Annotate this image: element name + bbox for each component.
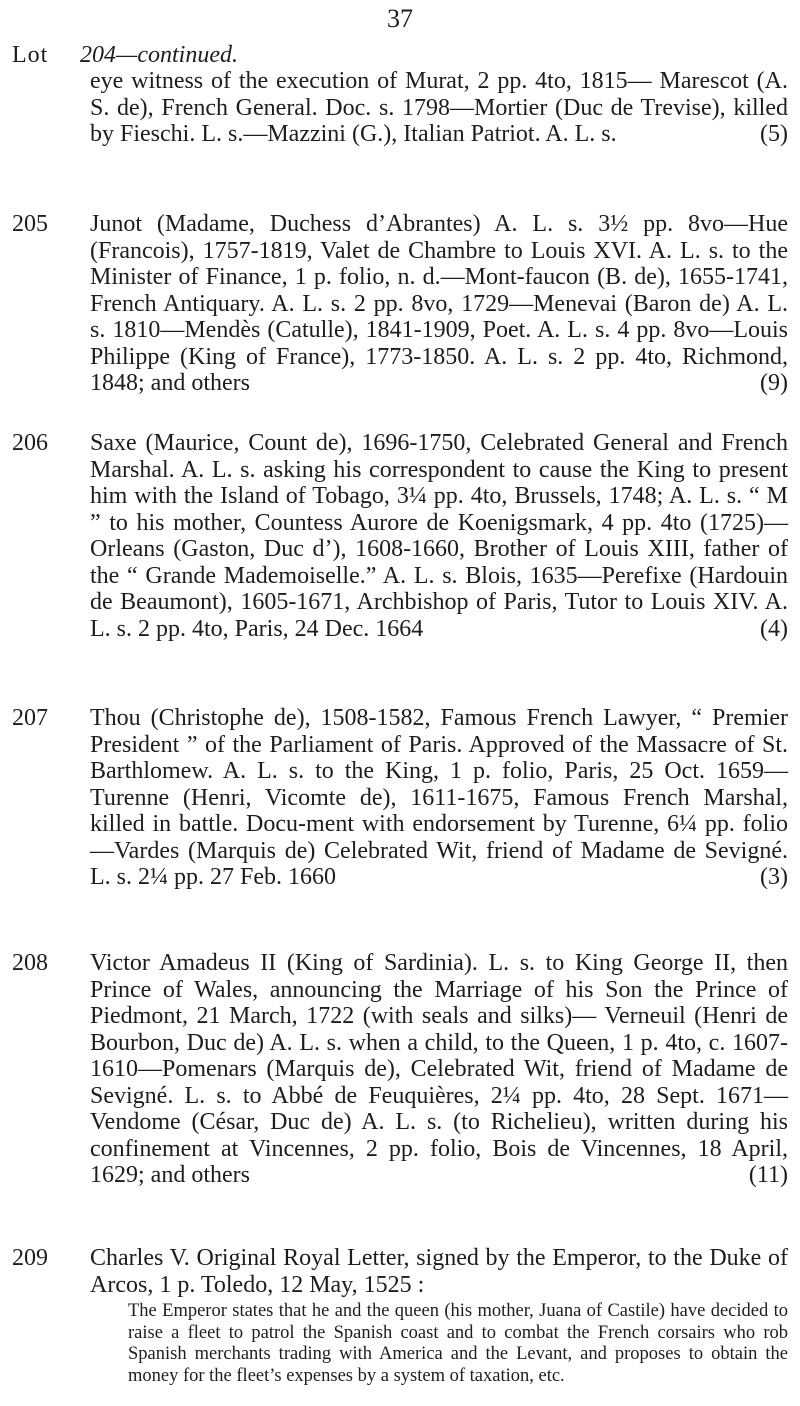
lot-label: Lot	[12, 42, 49, 68]
lot-count: (3)	[760, 864, 788, 890]
lot-text: Junot (Madame, Duchess d’Abrantes) A. L. s. 3½ pp. 8vo—Hue (Francois), 1757-1819, Valet de Chambre to Louis XVI. A. L. s. to the Minister of Finance, 1 p. folio, n. d.—Mont-faucon (B. de), 1655-1741, French Antiquary. A. L. s. 2 pp. 8vo, 1729—Menevai (Baron de) A. L. s. 1810—Mendès (Catulle), 1841-1909, Poet. A. L. s. 4 pp. 8vo—Louis Philippe (King of France), 1773-1850. A. L. s. 2 pp. 4to, Richmond, 1848; and others	[90, 211, 788, 396]
lot-text: eye witness of the execution of Murat, 2 pp. 4to, 1815— Marescot (A. S. de), French General. Doc. s. 1798—Mortier (Duc de Trevise), killed by Fieschi. L. s.—Mazzini (G.), Italian Patriot. A. L. s.	[90, 68, 788, 147]
lot-count: (4)	[760, 615, 788, 642]
continued-header: 204—continued.	[80, 42, 238, 68]
lot-number: 208	[12, 950, 48, 976]
lot-number: 209	[12, 1245, 48, 1271]
lot-description	[90, 68, 788, 148]
lot-note: The Emperor states that he and the queen (his mother, Juana of Castile) have decided to raise a fleet to patrol the Spanish coast and to combat the French corsairs who rob Spanish merchants trading with America and the Levant, and proposes to obtain the money for the fleet’s expenses by a system of taxation, etc.	[128, 1301, 788, 1386]
lot-description	[90, 705, 788, 891]
lot-number: 206	[12, 430, 48, 456]
lot-count: (9)	[760, 370, 788, 396]
lot-number: 207	[12, 705, 48, 731]
lot-count: (11)	[748, 1162, 788, 1188]
lot-description	[90, 430, 788, 642]
lot-text: Charles V. Original Royal Letter, signed by the Emperor, to the Duke of Arcos, 1 p. Toledo, 12 May, 1525 :	[90, 1245, 788, 1298]
lot-number: 205	[12, 211, 48, 237]
lot-description	[90, 1245, 788, 1298]
page-number: 37	[387, 4, 413, 33]
lot-description	[90, 211, 788, 397]
lot-count: (5)	[760, 121, 788, 147]
lot-text: Saxe (Maurice, Count de), 1696-1750, Celebrated General and French Marshal. A. L. s. asking his correspondent to cause the King to present him with the Island of Tobago, 3¼ pp. 4to, Brussels, 1748; A. L. s. “ M ” to his mother, Countess Aurore de Koenigsmark, 4 pp. 4to (1725)—Orleans (Gaston, Duc d’), 1608-1660, Brother of Louis XIII, father of the “ Grande Mademoiselle.” A. L. s. Blois, 1635—Perefixe (Hardouin de Beaumont), 1605-1671, Archbishop of Paris, Tutor to Louis XIV. A. L. s. 2 pp. 4to, Paris, 24 Dec. 1664	[90, 430, 788, 642]
lot-description	[90, 950, 788, 1189]
lot-text: Victor Amadeus II (King of Sardinia). L. s. to King George II, then Prince of Wales, announcing the Marriage of his Son the Prince of Piedmont, 21 March, 1722 (with seals and silks)— Verneuil (Henri de Bourbon, Duc de) A. L. s. when a child, to the Queen, 1 p. 4to, c. 1607-1610—Pomenars (Marquis de), Celebrated Wit, friend of Madame de Sevigné. L. s. to Abbé de Feuquières, 2¼ pp. 4to, 28 Sept. 1671—Vendome (César, Duc de) A. L. s. (to Richelieu), written during his confinement at Vincennes, 2 pp. folio, Bois de Vincennes, 18 April, 1629; and others	[90, 950, 788, 1188]
lot-text: Thou (Christophe de), 1508-1582, Famous French Lawyer, “ Premier President ” of the Parliament of Paris. Approved of the Massacre of St. Barthlomew. A. L. s. to the King, 1 p. folio, Paris, 25 Oct. 1659—Turenne (Henri, Vicomte de), 1611-1675, Famous French Marshal, killed in battle. Docu-ment with endorsement by Turenne, 6¼ pp. folio—Vardes (Marquis de) Celebrated Wit, friend of Madame de Sevigné. L. s. 2¼ pp. 27 Feb. 1660	[90, 705, 788, 890]
